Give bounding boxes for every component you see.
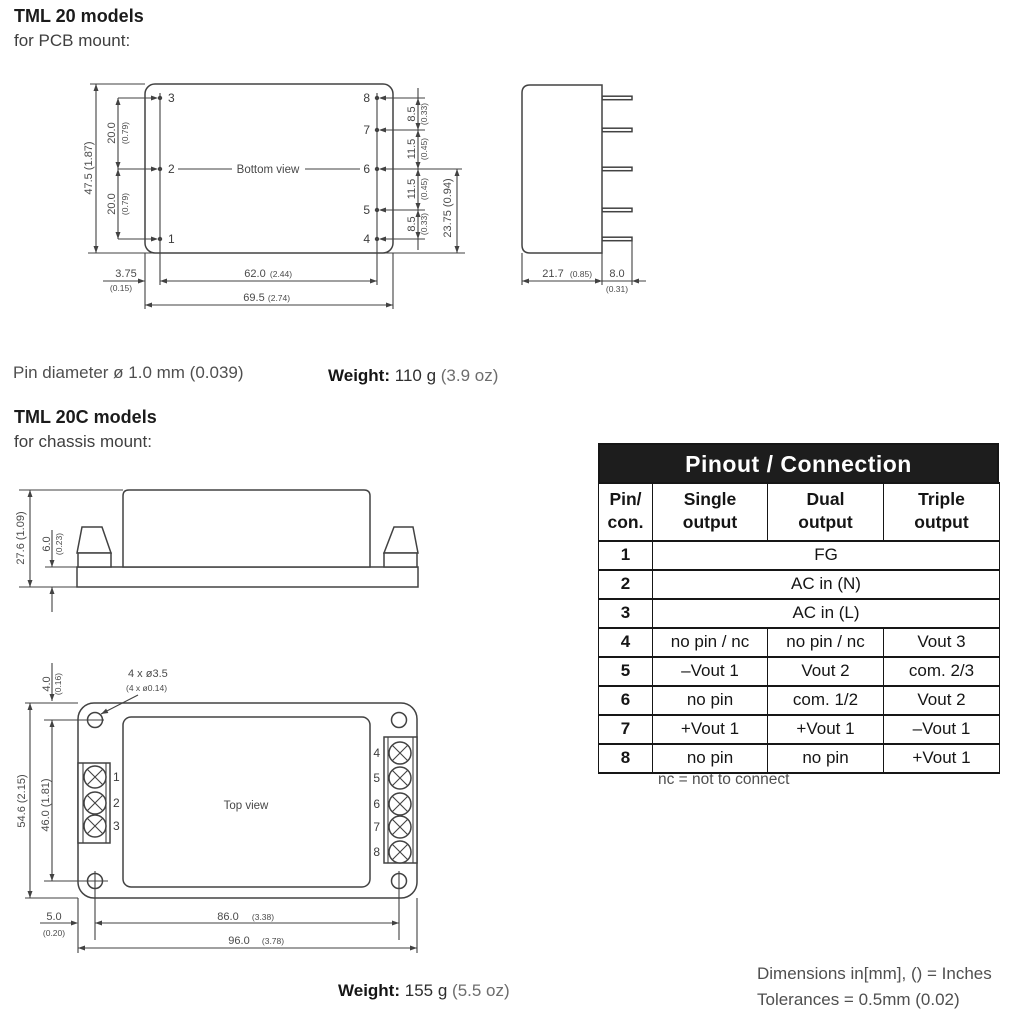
pin-label-2: 2 (168, 162, 175, 176)
weight-pcb-value: 110 g (394, 366, 437, 385)
dim-base-mm: 6.0 (41, 536, 53, 552)
dim-plate-width-mm: 96.0 (228, 935, 250, 947)
cell-pin-5-triple: com. 2/3 (884, 657, 1000, 686)
pinout-table-title: Pinout / Connection (598, 443, 999, 482)
dim-edge-in: (0.15) (109, 283, 133, 293)
weight-chassis-value: 155 g (404, 981, 448, 1000)
pin-label-8: 8 (363, 91, 370, 105)
units-footnote-line2: Tolerances = 0.5mm (0.02) (757, 990, 960, 1009)
table-row (599, 715, 1000, 744)
dim-p87-mm: 8.5 (406, 106, 418, 122)
col-header-dual (768, 483, 884, 541)
hole-note-mm: 4 x ø3.5 (128, 668, 168, 680)
col-header-dual-l2: output (798, 511, 853, 532)
pinout-table (598, 443, 999, 774)
cell-pin-8-single: no pin (653, 744, 768, 773)
units-footnote-line1: Dimensions in[mm], () = Inches (757, 964, 992, 983)
dim-p54-in: (0.33) (419, 212, 429, 236)
col-header-single (653, 483, 768, 541)
section-chassis-title: TML 20C models (14, 407, 157, 427)
pin-label-3: 3 (168, 91, 175, 105)
chassis-base-plate (77, 567, 418, 587)
cell-pin-4-single: no pin / nc (653, 628, 768, 657)
hole-note-in: (4 x ø0.14) (126, 683, 168, 693)
dim-width-mm: 69.5 (243, 292, 265, 304)
cell-pin-5: 5 (599, 657, 653, 686)
col-header-triple-l1: Triple (918, 489, 965, 509)
top-pin-label-6: 6 (373, 797, 380, 811)
cell-pin-4-dual: no pin / nc (768, 628, 884, 657)
pin-label-4: 4 (363, 232, 370, 246)
col-header-pin-l2: con. (607, 511, 644, 532)
cell-pin-2: 2 (599, 570, 653, 599)
table-header-row (599, 483, 1000, 541)
chassis-top-view-drawing (0, 655, 500, 965)
col-header-dual-l1: Dual (806, 489, 845, 509)
side-pins (602, 96, 632, 241)
col-header-pin (599, 483, 653, 541)
dim-plate-height: 54.6 (2.15) (16, 774, 28, 828)
cell-pin-7-single: +Vout 1 (653, 715, 768, 744)
cell-pin-6-dual: com. 1/2 (768, 686, 884, 715)
terminal-block-right (384, 737, 417, 863)
dim-hole-top-mm: 4.0 (41, 676, 53, 692)
cell-pin-8-dual: no pin (768, 744, 884, 773)
dim-p65-in: (0.45) (419, 177, 429, 201)
top-pin-label-7: 7 (373, 820, 380, 834)
pin-diameter-note: Pin diameter ø 1.0 mm (0.039) (13, 363, 244, 382)
dim-p76-in: (0.45) (419, 137, 429, 161)
col-header-triple (884, 483, 1000, 541)
table-row (599, 599, 1000, 628)
side-body-outline (522, 85, 602, 253)
cell-pin-6-triple: Vout 2 (884, 686, 1000, 715)
table-row (599, 744, 1000, 773)
dim-pin-in: (0.31) (605, 284, 629, 294)
pin-label-5: 5 (363, 203, 370, 217)
weight-pcb-label: Weight: (328, 366, 391, 385)
cell-pin-3: 3 (599, 599, 653, 628)
cell-pin-4: 4 (599, 628, 653, 657)
chassis-body-outline (123, 490, 370, 567)
dim-depth-in: (0.85) (569, 269, 593, 279)
cell-pin-5-single: –Vout 1 (653, 657, 768, 686)
pin-label-1: 1 (168, 232, 175, 246)
cell-pin-7: 7 (599, 715, 653, 744)
bottom-view-caption: Bottom view (236, 164, 300, 176)
chassis-side-view-drawing (0, 470, 460, 630)
table-row (599, 628, 1000, 657)
dim-pitch2-mm: 20.0 (106, 193, 118, 215)
dim-depth-mm: 21.7 (542, 268, 564, 280)
nc-footnote: nc = not to connect (658, 771, 790, 788)
dim-height-label: 47.5 (1.87) (83, 141, 95, 195)
dim-base-in: (0.23) (54, 532, 64, 556)
weight-chassis-imperial: (5.5 oz) (452, 981, 510, 1000)
terminal-block-left (78, 763, 110, 843)
cell-pin-2-all: AC in (N) (653, 570, 1000, 599)
cell-pin-4-triple: Vout 3 (884, 628, 1000, 657)
pcb-side-view-drawing (500, 70, 680, 320)
cell-pin-5-dual: Vout 2 (768, 657, 884, 686)
dim-width-in: (2.74) (267, 293, 291, 303)
dim-hole-span-h-in: (3.38) (251, 912, 275, 922)
dim-pitch2-in: (0.79) (120, 192, 130, 216)
weight-chassis (338, 981, 510, 1001)
dim-hole-span-v: 46.0 (1.81) (40, 778, 52, 832)
terminal-clamp-left (77, 527, 111, 567)
top-pin-label-5: 5 (373, 771, 380, 785)
top-pin-label-4: 4 (373, 746, 380, 760)
cell-pin-1-all: FG (653, 541, 1000, 570)
table-row (599, 541, 1000, 570)
col-header-pin-l1: Pin/ (609, 489, 642, 509)
dim-edge-mm: 3.75 (115, 268, 137, 280)
dim-chassis-height: 27.6 (1.09) (15, 511, 27, 565)
section-pcb-subtitle: for PCB mount: (14, 31, 131, 50)
dim-pitch1-in: (0.79) (120, 121, 130, 145)
dim-p54-mm: 8.5 (406, 216, 418, 232)
top-pin-label-3: 3 (113, 819, 120, 833)
col-header-single-l2: output (682, 511, 738, 532)
dim-pin-mm: 8.0 (609, 268, 625, 280)
col-header-triple-l2: output (914, 511, 969, 532)
dim-pinspan-in: (2.44) (269, 269, 293, 279)
units-footnote (757, 961, 992, 1013)
pin-label-6: 6 (363, 162, 370, 176)
table-row (599, 570, 1000, 599)
dim-p87-in: (0.33) (419, 102, 429, 126)
cell-pin-8-triple: +Vout 1 (884, 744, 1000, 773)
dim-hole-span-h-mm: 86.0 (217, 911, 239, 923)
cell-pin-6-single: no pin (653, 686, 768, 715)
cell-pin-3-all: AC in (L) (653, 599, 1000, 628)
weight-chassis-label: Weight: (338, 981, 401, 1000)
section-pcb-title: TML 20 models (14, 6, 144, 26)
top-pin-label-1: 1 (113, 770, 120, 784)
weight-pcb (328, 366, 498, 386)
dim-pitch1-mm: 20.0 (106, 122, 118, 144)
dim-hole-top-in: (0.16) (53, 672, 63, 696)
dim-edge-in: (0.20) (42, 928, 66, 938)
top-view-caption: Top view (223, 800, 269, 812)
section-chassis-subtitle: for chassis mount: (14, 432, 152, 451)
dim-plate-width-in: (3.78) (261, 936, 285, 946)
cell-pin-7-triple: –Vout 1 (884, 715, 1000, 744)
cell-pin-6: 6 (599, 686, 653, 715)
pin-label-7: 7 (363, 123, 370, 137)
dim-p76-mm: 11.5 (406, 138, 418, 160)
dim-edge-mm: 5.0 (46, 911, 62, 923)
dim-p65-mm: 11.5 (406, 178, 418, 200)
top-pin-label-8: 8 (373, 845, 380, 859)
table-row (599, 657, 1000, 686)
table-row (599, 686, 1000, 715)
top-pin-label-2: 2 (113, 796, 120, 810)
pcb-bottom-view-drawing (60, 70, 480, 320)
cell-pin-1: 1 (599, 541, 653, 570)
cell-pin-8: 8 (599, 744, 653, 773)
weight-pcb-imperial: (3.9 oz) (440, 366, 499, 385)
terminal-clamp-right (384, 527, 418, 567)
dim-center-label: 23.75 (0.94) (442, 178, 454, 238)
dim-pinspan-mm: 62.0 (244, 268, 266, 280)
col-header-single-l1: Single (683, 489, 737, 509)
cell-pin-7-dual: +Vout 1 (768, 715, 884, 744)
